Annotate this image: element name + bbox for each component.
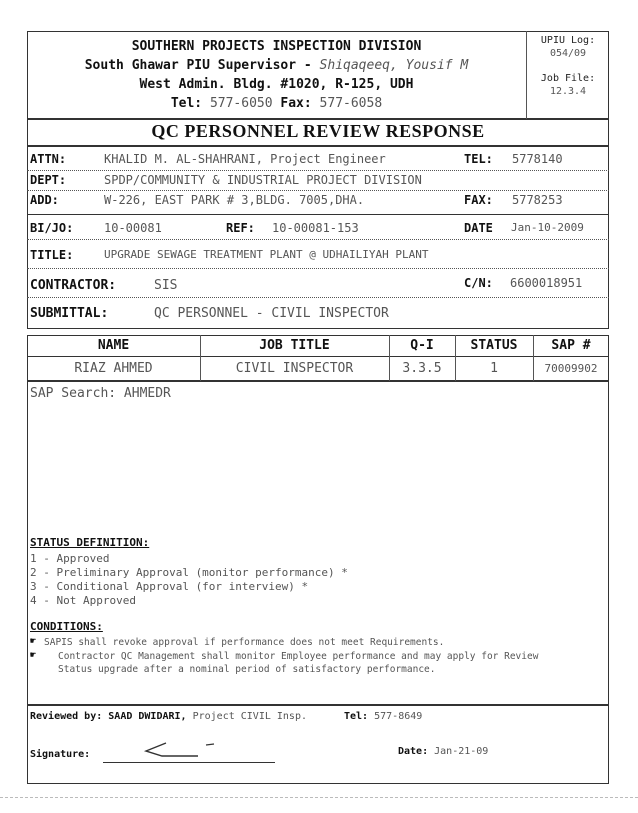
cell-qi: 3.3.5 (402, 361, 442, 376)
bijo-value: 10-00081 (104, 221, 162, 235)
status-item-1: 1 - Approved (30, 552, 110, 565)
fax-value: 5778253 (512, 193, 563, 207)
add-value: W-226, EAST PARK # 3,BLDG. 7005,DHA. (104, 193, 365, 207)
condition-1: SAPIS shall revoke approval if performance does not meet Requirements. (44, 637, 445, 648)
submittal-value: QC PERSONNEL - CIVIL INSPECTOR (154, 306, 389, 321)
attn-rule (27, 170, 609, 171)
bijo-rule (27, 239, 609, 240)
add-rule (27, 214, 609, 215)
review-tel-line (344, 711, 422, 722)
attn-label: ATTN: (30, 152, 67, 166)
title-label: TITLE: (30, 248, 74, 262)
title-rule (27, 268, 609, 269)
condition-2-line1: Contractor QC Management shall monitor Employee performance and may apply for Review (58, 651, 539, 662)
conditions-heading: CONDITIONS: (30, 620, 103, 633)
status-item-3: 3 - Conditional Approval (for interview) * (30, 580, 309, 593)
division-name: SOUTHERN PROJECTS INSPECTION DIVISION (131, 39, 422, 54)
header-fax-label: Fax: (280, 96, 312, 111)
cn-label: C/N: (464, 276, 493, 290)
signature-scribble (138, 737, 228, 765)
reviewer-name: SAAD DWIDARI, (108, 711, 187, 722)
bijo-label: BI/JO: (30, 221, 74, 235)
add-label: ADD: (30, 193, 59, 207)
review-tel-label: Tel: (344, 711, 369, 722)
reviewed-by-line (30, 711, 307, 722)
fax-label: FAX: (464, 193, 493, 207)
signature-label: Signature: (30, 749, 91, 760)
phone-line (27, 96, 526, 111)
date-label: DATE (464, 221, 493, 235)
review-date-label: Date: (398, 746, 429, 757)
status-definition-heading: STATUS DEFINITION: (30, 536, 150, 549)
header-tel-value: 577-6050 (209, 96, 273, 111)
dept-rule (27, 190, 609, 191)
reviewed-by-label: Reviewed by: (30, 711, 103, 722)
header-name: NAME (97, 338, 130, 353)
reviewer-title: Project CIVIL Insp. (192, 711, 307, 722)
jobfile-label: Job File: (540, 73, 596, 84)
header-job-title: JOB TITLE (259, 338, 330, 353)
title-value: UPGRADE SEWAGE TREATMENT PLANT @ UDHAILIYAH PLANT (104, 248, 429, 261)
table-header-rule (27, 356, 609, 357)
cell-sap: 70009902 (544, 362, 598, 375)
cell-name: RIAZ AHMED (74, 361, 153, 376)
pointing-hand-icon: ☛ (30, 636, 37, 647)
header-status: STATUS (470, 338, 518, 353)
condition-2-line2: Status upgrade after a nominal period of satisfactory performance. (58, 664, 436, 675)
pointing-hand-icon: ☛ (30, 650, 37, 661)
status-item-2: 2 - Preliminary Approval (monitor performance) * (30, 566, 348, 579)
cell-job-title: CIVIL INSPECTOR (235, 361, 354, 376)
submittal-label: SUBMITTAL: (30, 306, 109, 321)
ref-value: 10-00081-153 (272, 221, 359, 235)
contractor-rule (27, 297, 609, 298)
supervisor-name: Shiqaqeeq, Yousif M (319, 58, 469, 73)
attn-value: KHALID M. AL-SHAHRANI, Project Engineer (104, 152, 386, 166)
form-title: QC PERSONNEL REVIEW RESPONSE (151, 121, 485, 141)
contractor-label: CONTRACTOR: (30, 278, 117, 293)
log-label: UPIU Log: (540, 35, 596, 46)
dept-value: SPDP/COMMUNITY & INDUSTRIAL PROJECT DIVISION (104, 173, 422, 187)
tel-value: 5778140 (512, 152, 563, 166)
tel-label: TEL: (464, 152, 493, 166)
ref-label: REF: (226, 221, 255, 235)
review-date-line (398, 746, 488, 757)
review-date-value: Jan-21-09 (434, 746, 489, 757)
header-qi: Q-I (410, 338, 434, 353)
log-value: 054/09 (549, 48, 587, 59)
cell-status: 1 (490, 361, 498, 376)
date-value: Jan-10-2009 (511, 221, 584, 234)
contractor-value: SIS (154, 278, 178, 293)
supervisor-line (27, 58, 526, 73)
review-tel-value: 577-8649 (374, 711, 423, 722)
address-line: West Admin. Bldg. #1020, R-125, UDH (139, 77, 414, 92)
header-tel-label: Tel: (170, 96, 203, 111)
header-sap: SAP # (551, 338, 591, 353)
cn-value: 6600018951 (510, 276, 583, 290)
dept-label: DEPT: (30, 173, 67, 187)
scan-edge-line (0, 797, 638, 798)
supervisor-label: South Ghawar PIU Supervisor - (84, 58, 312, 73)
jobfile-value: 12.3.4 (549, 86, 587, 97)
status-item-4: 4 - Not Approved (30, 594, 136, 607)
sap-search: SAP Search: AHMEDR (30, 386, 171, 401)
header-fax-value: 577-6058 (319, 96, 383, 111)
